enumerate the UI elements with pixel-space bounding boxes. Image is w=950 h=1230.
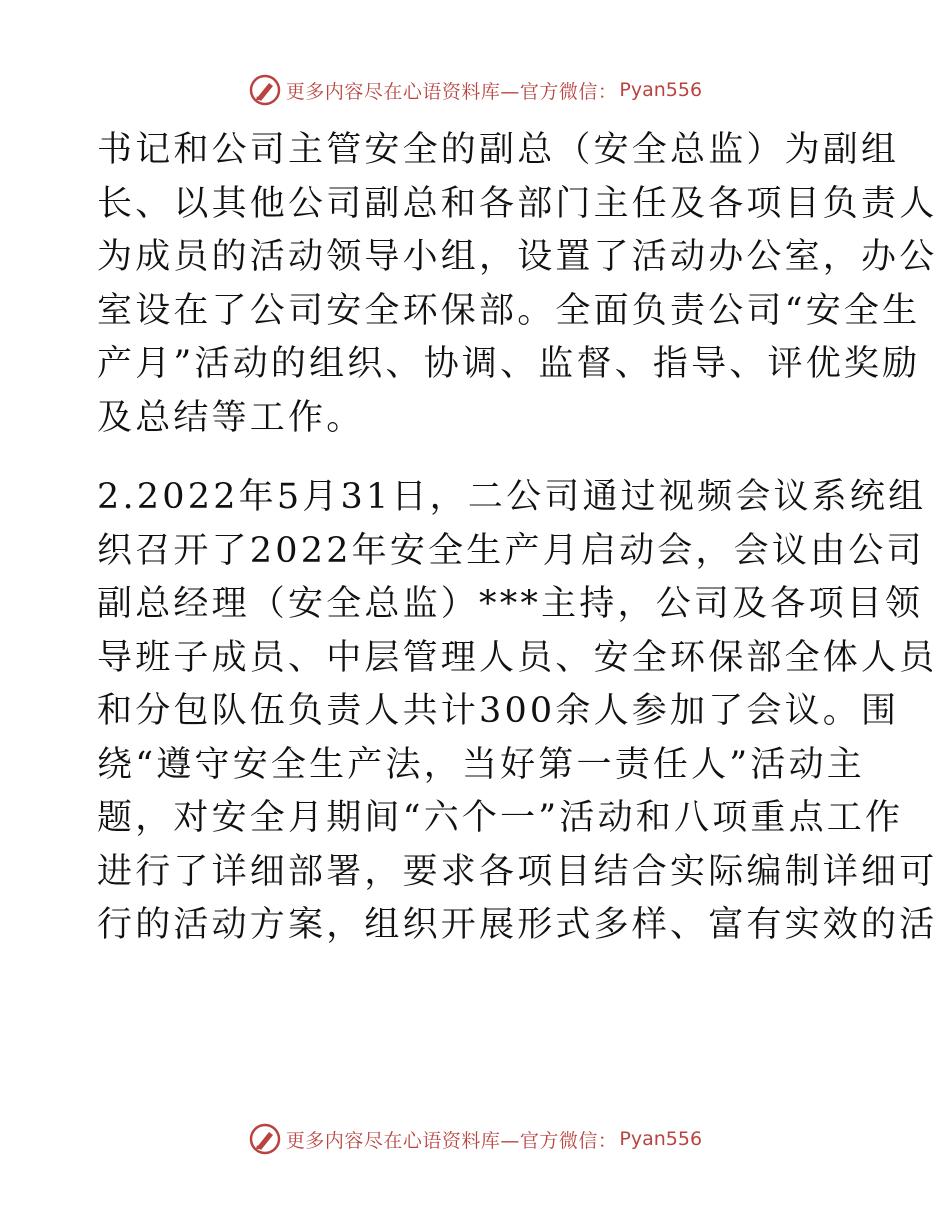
text-line: 导班子成员、中层管理人员、安全环保部全体人员 xyxy=(97,637,938,678)
text-line: 产月”活动的组织、协调、监督、指导、评优奖励 xyxy=(97,344,921,384)
watermark-text: 更多内容尽在心语资料库—官方微信： xyxy=(285,1129,618,1152)
text-line: 及总结等工作。 xyxy=(97,397,365,438)
paragraph-1 xyxy=(97,124,938,445)
text-line: 长、以其他公司副总和各部门主任及各项目负责人 xyxy=(97,183,938,224)
text-line: 书记和公司主管安全的副总（安全总监）为副组 xyxy=(97,130,900,170)
text-line: 2.2022年5月31日，二公司通过视频会议系统组 xyxy=(97,477,927,517)
watermark-wechat-id: Pyan556 xyxy=(619,79,703,101)
text-line: 和分包队伍负责人共计300余人参加了会议。围 xyxy=(97,691,900,731)
paragraph-2 xyxy=(97,471,938,953)
watermark-wechat-id: Pyan556 xyxy=(619,1128,703,1150)
document-body xyxy=(97,124,938,953)
paragraph-gap xyxy=(97,445,853,471)
text-line: 织召开了2022年安全生产月启动会，会议由公司 xyxy=(97,530,925,571)
text-line: 为成员的活动领导小组，设置了活动办公室，办公 xyxy=(97,237,938,277)
footer-watermark xyxy=(0,1121,950,1157)
text-line: 副总经理（安全总监）***主持，公司及各项目领 xyxy=(97,584,924,624)
pen-logo-icon xyxy=(248,1122,282,1156)
text-line: 进行了详细部署，要求各项目结合实际编制详细可 xyxy=(97,851,938,892)
text-line: 室设在了公司安全环保部。全面负责公司“安全生 xyxy=(97,290,921,331)
text-line: 行的活动方案，组织开展形式多样、富有实效的活 xyxy=(97,905,938,945)
text-line: 绕“遵守安全生产法，当好第一责任人”活动主 xyxy=(97,744,865,785)
header-watermark xyxy=(0,72,950,108)
text-line: 题，对安全月期间“六个一”活动和八项重点工作 xyxy=(97,798,904,838)
watermark-text: 更多内容尽在心语资料库—官方微信： xyxy=(285,80,618,103)
pen-logo-icon xyxy=(248,73,282,107)
